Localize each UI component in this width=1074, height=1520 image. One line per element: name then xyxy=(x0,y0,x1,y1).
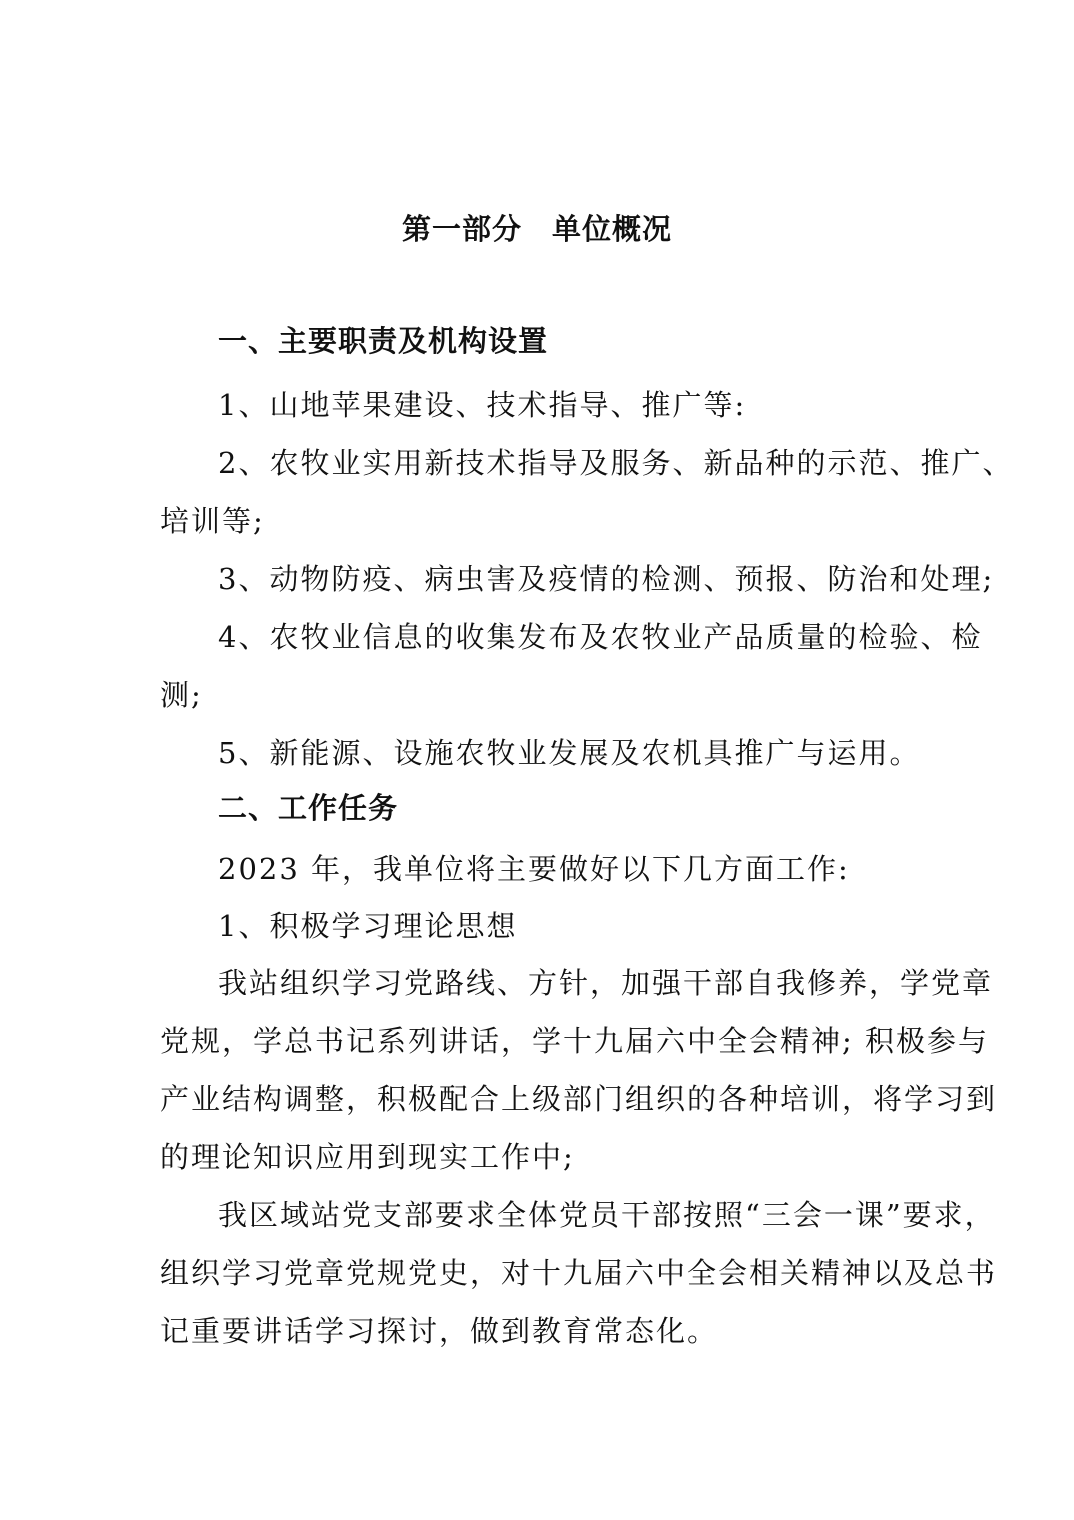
page-title: 第一部分 单位概况 xyxy=(401,212,672,246)
task-paragraph-1-line-1: 我站组织学习党路线、方针，加强干部自我修养，学党章 xyxy=(218,966,994,1000)
duty-item-4: 4、农牧业信息的收集发布及农牧业产品质量的检验、检 xyxy=(218,620,983,654)
task-paragraph-2-line-2: 组织学习党章党规党史，对十九届六中全会相关精神以及总书 xyxy=(160,1256,998,1290)
task-subheading-1: 1、积极学习理论思想 xyxy=(218,909,518,943)
section-heading-tasks: 二、工作任务 xyxy=(218,791,399,825)
duty-item-4-cont: 测; xyxy=(160,678,203,712)
duty-item-2: 2、农牧业实用新技术指导及服务、新品种的示范、推广、 xyxy=(218,446,1014,480)
section-heading-duties: 一、主要职责及机构设置 xyxy=(218,324,549,358)
tasks-intro: 2023 年，我单位将主要做好以下几方面工作: xyxy=(218,852,850,886)
duty-item-2-cont: 培训等; xyxy=(160,504,265,538)
duty-item-3: 3、动物防疫、病虫害及疫情的检测、预报、防治和处理; xyxy=(218,562,995,596)
task-paragraph-2-line-1: 我区域站党支部要求全体党员干部按照“三会一课”要求， xyxy=(218,1198,996,1232)
task-paragraph-1-line-4: 的理论知识应用到现实工作中; xyxy=(160,1140,575,1174)
duty-item-1: 1、山地苹果建设、技术指导、推广等: xyxy=(218,388,747,422)
task-paragraph-2-line-3: 记重要讲话学习探讨，做到教育常态化。 xyxy=(160,1314,719,1348)
task-paragraph-1-line-3: 产业结构调整，积极配合上级部门组织的各种培训，将学习到 xyxy=(160,1082,998,1116)
task-paragraph-1-line-2: 党规，学总书记系列讲话，学十九届六中全会精神; 积极参与 xyxy=(160,1024,989,1058)
duty-item-5: 5、新能源、设施农牧业发展及农机具推广与运用。 xyxy=(218,736,921,770)
